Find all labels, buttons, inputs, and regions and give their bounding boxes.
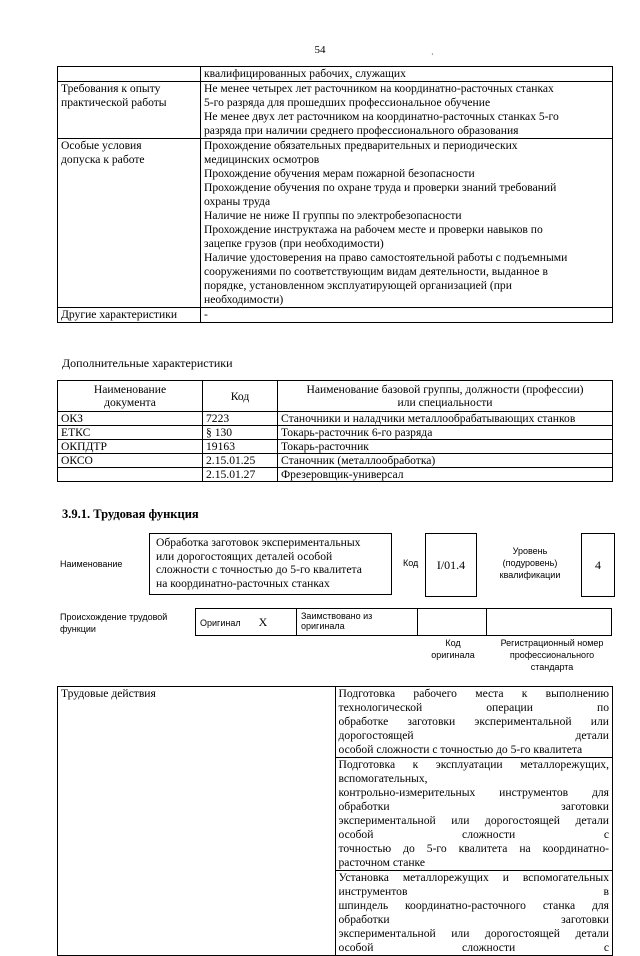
cell-code: 19163: [203, 440, 278, 454]
table-row: [58, 412, 613, 426]
scan-dot: ·: [431, 50, 434, 59]
table-row: [58, 454, 613, 468]
row-label: [58, 67, 201, 82]
cell-doc: [58, 468, 203, 482]
origin-table: [195, 608, 612, 636]
cell-doc: ОКЗ: [58, 412, 203, 426]
cell-code: 2.15.01.25: [203, 454, 278, 468]
table-header-row: [58, 381, 613, 412]
additional-heading: Дополнительные характеристики: [62, 356, 233, 370]
action-item: Подготовка рабочего места к выполнению технологической операции по обработке заготовки экспериментальной или дорогостоящей детали особой сложности с точностью до 5-го квалитета: [335, 687, 613, 758]
header-name: Наименование базовой группы, должности (профессии) или специальности: [278, 381, 613, 412]
row-value: квалифицированных рабочих, служащих: [201, 67, 613, 82]
cell-name: Токарь-расточник: [278, 440, 613, 454]
additional-table: [57, 380, 613, 482]
actions-label: Трудовые действия: [58, 687, 336, 956]
table-row: [196, 609, 612, 636]
table-row: [58, 468, 613, 482]
code-label: Код: [403, 558, 419, 568]
code-original-label: Код оригинала: [431, 638, 475, 660]
cell-name: Станочники и наладчики металлообрабатывающих станков: [278, 412, 613, 426]
code-value: I/01.4: [425, 533, 477, 597]
header-doc: Наименование документа: [58, 381, 203, 412]
level-label: Уровень (подуровень) квалификации: [499, 546, 561, 580]
reg-number-cell: [487, 609, 612, 636]
cell-doc: ЕТКС: [58, 426, 203, 440]
cell-code: 7223: [203, 412, 278, 426]
table-row: [58, 308, 613, 323]
row-value: Не менее четырех лет расточником на координатно-расточных станках 5-го разряда для прошедших профессиональное обучение Не менее двух лет расточником на координатно-расточных станках 5-го разряда при наличии среднего профессионального образования: [201, 82, 613, 139]
cell-name: Фрезеровщик-универсал: [278, 468, 613, 482]
table-row: [58, 82, 613, 139]
table-row: [58, 440, 613, 454]
name-label: Наименование: [60, 559, 123, 569]
cell-code: 2.15.01.27: [203, 468, 278, 482]
code-original-cell: [418, 609, 487, 636]
cell-name: Токарь-расточник 6-го разряда: [278, 426, 613, 440]
borrowed-cell: Заимствовано из оригинала: [297, 609, 418, 636]
original-cell: [196, 609, 297, 636]
row-label: Другие характеристики: [58, 308, 201, 323]
row-value: Прохождение обязательных предварительных и периодических медицинских осмотров Прохождение обучения мерам пожарной безопасности Прохождение обучения по охране труда и проверки знаний требований охраны труда Наличие не ниже II группы по электробезопасности Прохождение инструктажа на рабочем месте и проверки навыков по зацепке грузов (при необходимости) Наличие удостоверения на право самостоятельной работы с подъемными сооружениями по соответствующим видам деятельности, выданное в порядке, установленном эксплуатирующей организацией (при необходимости): [201, 139, 613, 308]
cell-doc: ОКСО: [58, 454, 203, 468]
table-row: [58, 67, 613, 82]
action-item: Установка металлорежущих и вспомогательных инструментов в шпиндель координатно-расточного станка для обработки заготовки экспериментальной или дорогостоящей детали особой сложности с: [335, 871, 613, 956]
function-name-box: Обработка заготовок экспериментальных или дорогостоящих деталей особой сложности с точностью до 5-го квалитета на координатно-расточных станках: [149, 533, 392, 595]
section-title: 3.9.1. Трудовая функция: [62, 507, 199, 521]
requirements-table: [57, 66, 613, 323]
row-label: Особые условия допуска к работе: [58, 139, 201, 308]
table-row: [58, 139, 613, 308]
row-label: Требования к опыту практической работы: [58, 82, 201, 139]
header-code: Код: [203, 381, 278, 412]
action-item: Подготовка к эксплуатации металлорежущих, вспомогательных, контрольно-измерительных инструментов для обработки заготовки экспериментальной или дорогостоящей детали особой сложности с точностью до 5-го квалитета на координатно-расточном станке: [335, 758, 613, 871]
level-value: 4: [581, 533, 615, 597]
origin-label: Происхождение трудовой функции: [60, 612, 168, 634]
original-mark: X: [258, 614, 268, 629]
row-value: -: [201, 308, 613, 323]
original-label: Оригинал: [200, 617, 241, 628]
table-row: [58, 426, 613, 440]
table-row: [58, 687, 613, 758]
cell-doc: ОКПДТР: [58, 440, 203, 454]
reg-number-label: Регистрационный номер профессионального стандарта: [500, 638, 604, 672]
page-number: 54: [314, 44, 326, 56]
cell-name: Станочник (металлообработка): [278, 454, 613, 468]
actions-table: [57, 686, 613, 956]
cell-code: § 130: [203, 426, 278, 440]
